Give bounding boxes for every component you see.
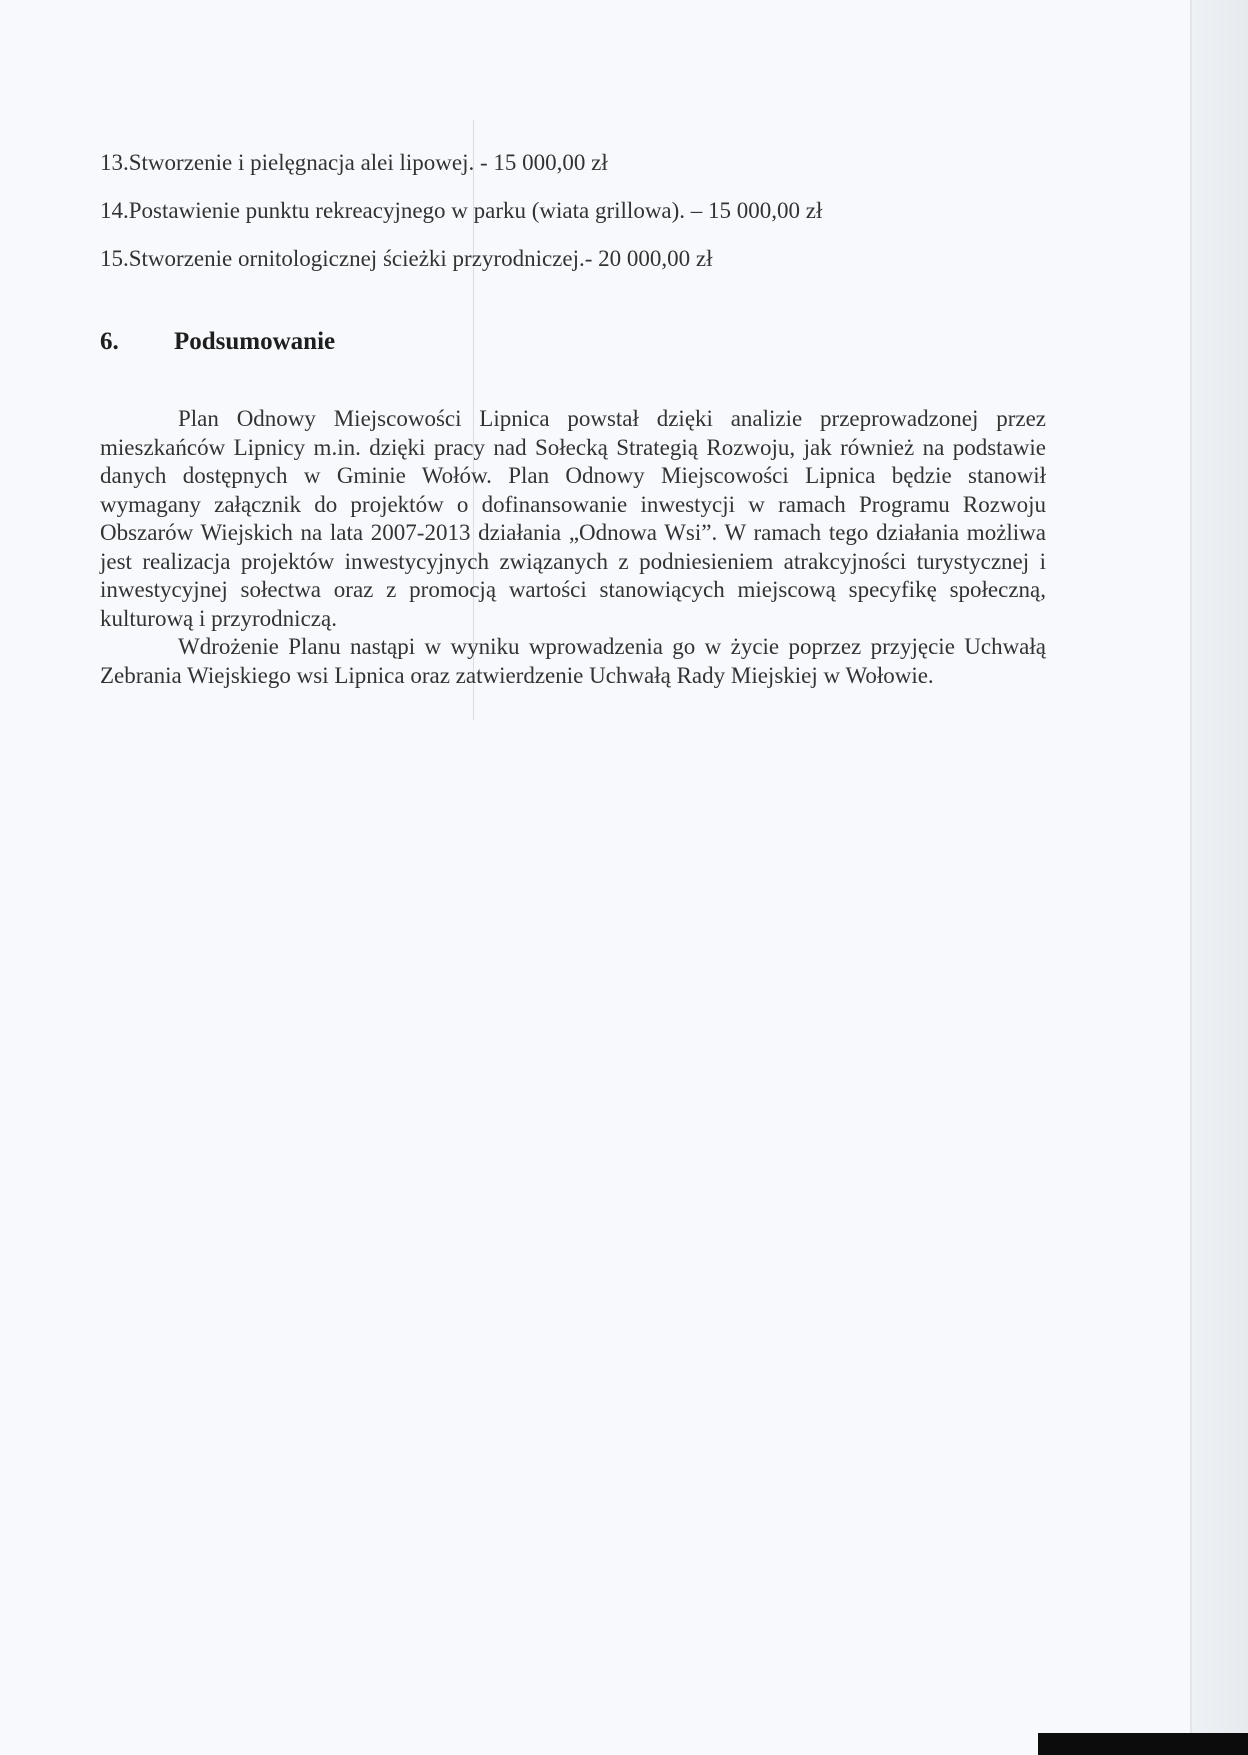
list-item: 13.Stworzenie i pielęgnacja alei lipowej. - 15 000,00 zł: [100, 150, 608, 175]
section-number: 6.: [100, 328, 119, 355]
scan-corner-mark: [1038, 1733, 1248, 1755]
section-heading: [100, 328, 335, 356]
summary-paragraph: Wdrożenie Planu nastąpi w wyniku wprowadzenia go w życie poprzez przyjęcie Uchwałą Zebrania Wiejskiego wsi Lipnica oraz zatwierdzenie Uchwałą Rady Miejskiej w Wołowie.: [100, 634, 1046, 688]
summary-text: [100, 405, 1046, 690]
summary-paragraph: Plan Odnowy Miejscowości Lipnica powstał dzięki analizie przeprowadzonej przez mieszkańców Lipnicy m.in. dzięki pracy nad Sołecką Strategią Rozwoju, jak również na podstawie danych dostępnych w Gminie Wołów. Plan Odnowy Miejscowości Lipnica będzie stanowił wymagany załącznik do projektów o dofinansowanie inwestycji w ramach Programu Rozwoju Obszarów Wiejskich na lata 2007-2013 działania „Odnowa Wsi”. W ramach tego działania możliwa jest realizacja projektów inwestycyjnych związanych z podniesieniem atrakcyjności turystycznej i inwestycyjnej sołectwa oraz z promocją wartości stanowiących miejscową specyfikę społeczną, kulturową i przyrodniczą.: [100, 406, 1046, 631]
list-item: 15.Stworzenie ornitologicznej ścieżki przyrodniczej.- 20 000,00 zł: [100, 246, 713, 271]
list-item: 14.Postawienie punktu rekreacyjnego w parku (wiata grillowa). – 15 000,00 zł: [100, 198, 823, 223]
investment-list: [100, 150, 960, 294]
scan-margin: [1192, 0, 1248, 1755]
section-title: Podsumowanie: [174, 328, 336, 355]
